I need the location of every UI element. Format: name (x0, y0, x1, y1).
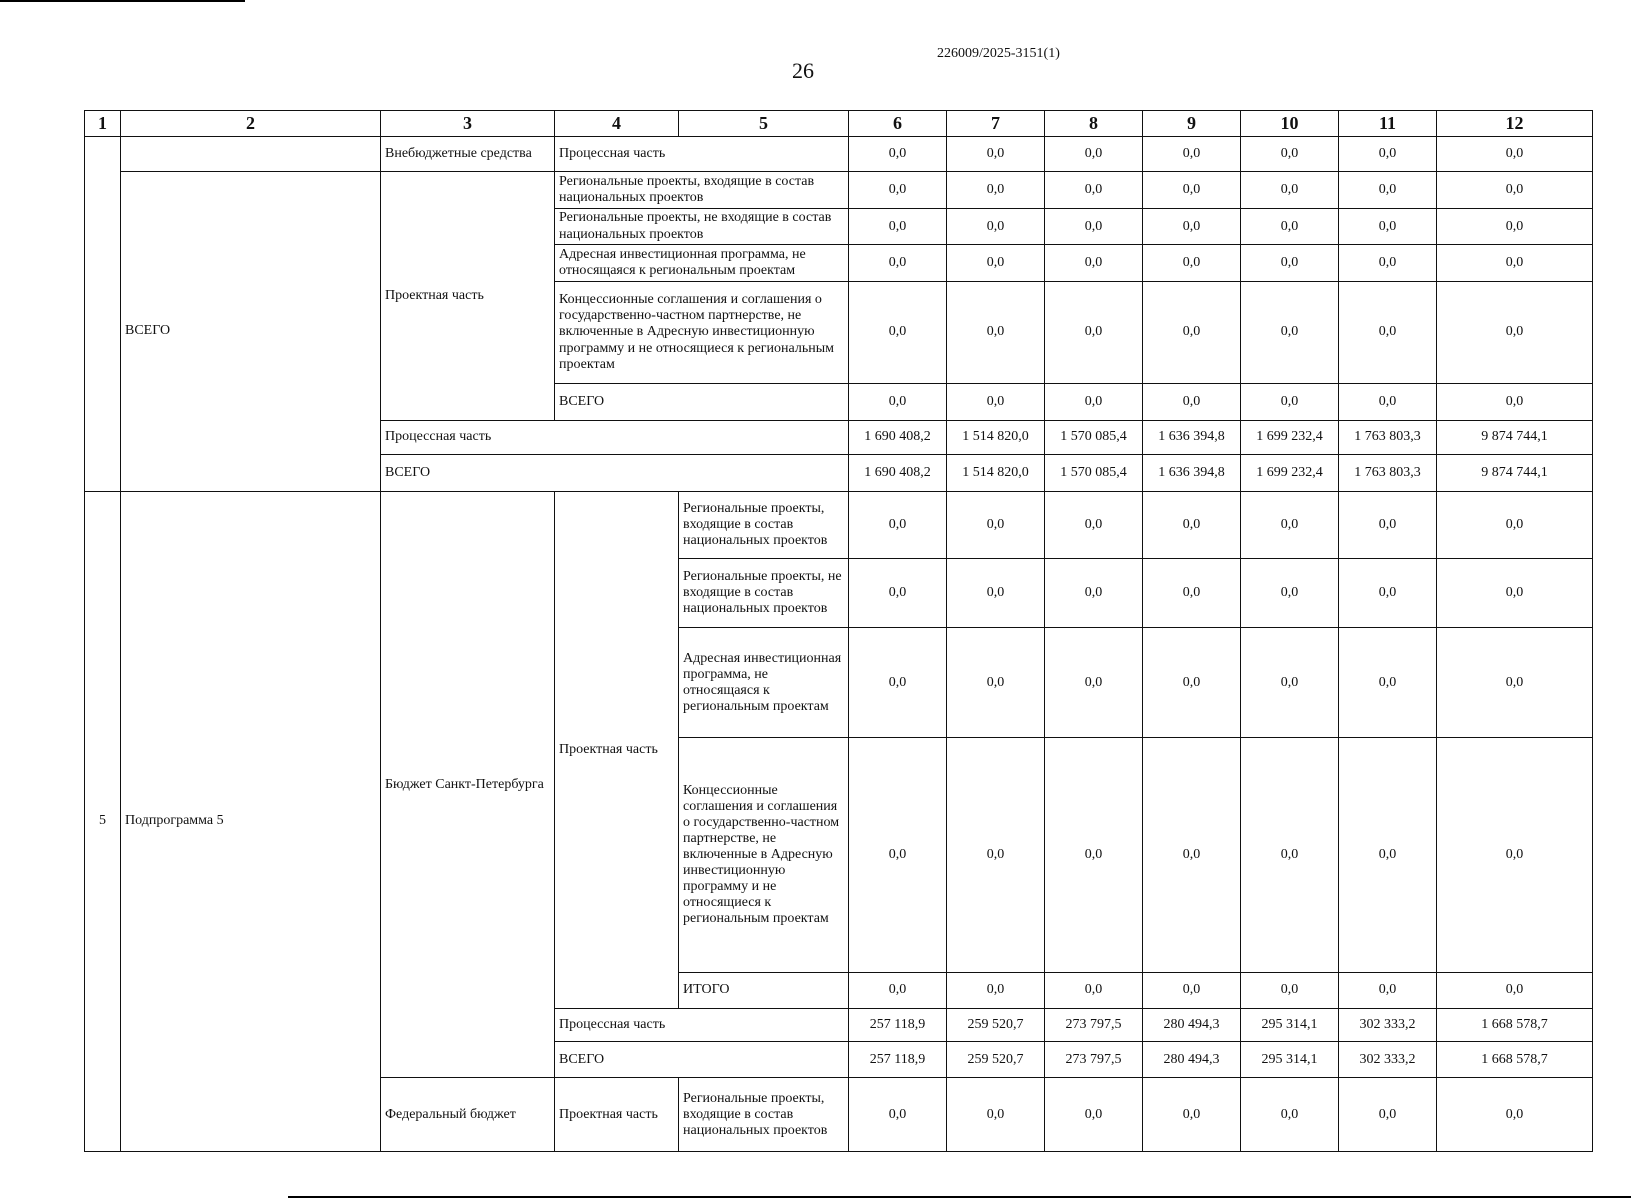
value-cell: 0,0 (947, 1078, 1045, 1152)
project-type-cell: Концессионные соглашения и соглашения о государственно-частном партнерстве, не включенные в Адресную инвестиционную программу и не относящиеся к региональным проектам (679, 738, 849, 972)
project-part-cell: Проектная часть (555, 491, 679, 1008)
value-cell: 0,0 (1437, 738, 1593, 972)
value-cell: 1 636 394,8 (1143, 420, 1241, 455)
value-cell: 1 699 232,4 (1241, 420, 1339, 455)
value-cell: 0,0 (1045, 559, 1143, 628)
project-type-cell: Региональные проекты, входящие в состав национальных проектов (555, 172, 849, 209)
value-cell: 0,0 (849, 738, 947, 972)
value-cell: 302 333,2 (1339, 1041, 1437, 1078)
value-cell: 280 494,3 (1143, 1041, 1241, 1078)
value-cell: 0,0 (947, 137, 1045, 172)
value-cell: 9 874 744,1 (1437, 420, 1593, 455)
header-row (85, 111, 1593, 137)
value-cell: 0,0 (849, 972, 947, 1009)
value-cell: 0,0 (1339, 245, 1437, 282)
col-header: 11 (1339, 111, 1437, 137)
value-cell: 0,0 (947, 172, 1045, 209)
value-cell: 0,0 (1045, 282, 1143, 384)
subprogram-cell: Подпрограмма 5 (121, 491, 381, 1151)
value-cell: 0,0 (1143, 282, 1241, 384)
table-row (85, 137, 1593, 172)
value-cell: 295 314,1 (1241, 1041, 1339, 1078)
empty-cell (121, 137, 381, 172)
value-cell: 0,0 (1241, 383, 1339, 420)
value-cell: 1 763 803,3 (1339, 420, 1437, 455)
value-cell: 0,0 (849, 245, 947, 282)
value-cell: 0,0 (947, 628, 1045, 738)
value-cell: 0,0 (1241, 491, 1339, 558)
value-cell: 0,0 (1241, 972, 1339, 1009)
value-cell: 0,0 (1437, 1078, 1593, 1152)
col-header: 7 (947, 111, 1045, 137)
value-cell: 0,0 (1045, 738, 1143, 972)
row-number-cell (85, 137, 121, 491)
value-cell: 0,0 (1143, 208, 1241, 245)
value-cell: 0,0 (1241, 1078, 1339, 1152)
value-cell: 0,0 (1437, 383, 1593, 420)
funding-source-cell: Бюджет Санкт-Петербурга (381, 491, 555, 1078)
process-part-cell: Процессная часть (555, 1009, 849, 1042)
value-cell: 0,0 (1339, 282, 1437, 384)
value-cell: 0,0 (1143, 972, 1241, 1009)
value-cell: 259 520,7 (947, 1009, 1045, 1042)
table-row (85, 491, 1593, 558)
total-row-label-cell: ВСЕГО (555, 1041, 849, 1078)
total-label-cell: ВСЕГО (121, 172, 381, 492)
col-header: 2 (121, 111, 381, 137)
document-id: 226009/2025-3151(1) (937, 46, 1060, 61)
value-cell: 0,0 (1143, 491, 1241, 558)
value-cell: 0,0 (1241, 282, 1339, 384)
value-cell: 1 690 408,2 (849, 420, 947, 455)
value-cell: 257 118,9 (849, 1009, 947, 1042)
col-header: 3 (381, 111, 555, 137)
value-cell: 0,0 (1045, 1078, 1143, 1152)
value-cell: 0,0 (947, 972, 1045, 1009)
project-type-cell: Региональные проекты, входящие в состав национальных проектов (679, 491, 849, 558)
value-cell: 0,0 (1437, 282, 1593, 384)
row-number-cell: 5 (85, 491, 121, 1151)
value-cell: 0,0 (1045, 491, 1143, 558)
value-cell: 1 570 085,4 (1045, 455, 1143, 492)
col-header: 6 (849, 111, 947, 137)
value-cell: 0,0 (1339, 972, 1437, 1009)
value-cell: 0,0 (1437, 559, 1593, 628)
value-cell: 1 514 820,0 (947, 455, 1045, 492)
value-cell: 0,0 (947, 491, 1045, 558)
col-header: 5 (679, 111, 849, 137)
value-cell: 0,0 (1241, 172, 1339, 209)
col-header: 9 (1143, 111, 1241, 137)
value-cell: 0,0 (1437, 245, 1593, 282)
value-cell: 0,0 (1045, 245, 1143, 282)
value-cell: 0,0 (849, 172, 947, 209)
col-header: 12 (1437, 111, 1593, 137)
project-part-cell: Проектная часть (555, 1078, 679, 1152)
value-cell: 280 494,3 (1143, 1009, 1241, 1042)
value-cell: 1 699 232,4 (1241, 455, 1339, 492)
value-cell: 0,0 (849, 383, 947, 420)
value-cell: 259 520,7 (947, 1041, 1045, 1078)
value-cell: 0,0 (1339, 559, 1437, 628)
funding-source-cell: Внебюджетные средства (381, 137, 555, 172)
project-part-cell: Проектная часть (381, 172, 555, 420)
value-cell: 0,0 (1143, 738, 1241, 972)
value-cell: 0,0 (849, 282, 947, 384)
project-type-cell: Региональные проекты, не входящие в состав национальных проектов (679, 559, 849, 628)
value-cell: 0,0 (849, 628, 947, 738)
value-cell: 0,0 (947, 282, 1045, 384)
subtotal-label-cell: ИТОГО (679, 972, 849, 1009)
value-cell: 0,0 (1045, 383, 1143, 420)
value-cell: 0,0 (1143, 137, 1241, 172)
value-cell: 0,0 (1143, 628, 1241, 738)
value-cell: 0,0 (1045, 172, 1143, 209)
value-cell: 0,0 (947, 245, 1045, 282)
col-header: 1 (85, 111, 121, 137)
value-cell: 0,0 (1045, 972, 1143, 1009)
col-header: 8 (1045, 111, 1143, 137)
value-cell: 0,0 (1143, 1078, 1241, 1152)
value-cell: 0,0 (1339, 383, 1437, 420)
value-cell: 0,0 (849, 491, 947, 558)
value-cell: 0,0 (1339, 137, 1437, 172)
project-type-cell: Адресная инвестиционная программа, не относящаяся к региональным проектам (679, 628, 849, 738)
value-cell: 0,0 (1437, 972, 1593, 1009)
value-cell: 0,0 (1045, 137, 1143, 172)
value-cell: 273 797,5 (1045, 1041, 1143, 1078)
value-cell: 0,0 (947, 738, 1045, 972)
value-cell: 0,0 (1045, 208, 1143, 245)
value-cell: 0,0 (1241, 245, 1339, 282)
scan-edge-line (288, 1196, 1631, 1198)
value-cell: 0,0 (1241, 738, 1339, 972)
page-number: 26 (792, 58, 814, 83)
value-cell: 295 314,1 (1241, 1009, 1339, 1042)
value-cell: 302 333,2 (1339, 1009, 1437, 1042)
value-cell: 0,0 (1437, 137, 1593, 172)
value-cell: 0,0 (849, 137, 947, 172)
project-type-cell: Адресная инвестиционная программа, не относящаяся к региональным проектам (555, 245, 849, 282)
project-type-cell: Региональные проекты, входящие в состав национальных проектов (679, 1078, 849, 1152)
process-part-cell: Процессная часть (381, 420, 849, 455)
value-cell: 1 763 803,3 (1339, 455, 1437, 492)
value-cell: 1 636 394,8 (1143, 455, 1241, 492)
value-cell: 257 118,9 (849, 1041, 947, 1078)
value-cell: 0,0 (947, 559, 1045, 628)
value-cell: 0,0 (1339, 738, 1437, 972)
budget-table (84, 110, 1593, 1152)
value-cell: 0,0 (1437, 628, 1593, 738)
value-cell: 1 668 578,7 (1437, 1041, 1593, 1078)
value-cell: 0,0 (1339, 628, 1437, 738)
value-cell: 0,0 (1143, 559, 1241, 628)
value-cell: 0,0 (1339, 491, 1437, 558)
value-cell: 0,0 (1437, 208, 1593, 245)
value-cell: 0,0 (1241, 208, 1339, 245)
value-cell: 9 874 744,1 (1437, 455, 1593, 492)
scan-edge-line (0, 0, 245, 2)
value-cell: 0,0 (947, 208, 1045, 245)
value-cell: 0,0 (1437, 172, 1593, 209)
col-header: 10 (1241, 111, 1339, 137)
subtotal-label-cell: ВСЕГО (555, 383, 849, 420)
value-cell: 1 514 820,0 (947, 420, 1045, 455)
col-header: 4 (555, 111, 679, 137)
project-type-cell: Концессионные соглашения и соглашения о государственно-частном партнерстве, не включенные в Адресную инвестиционную программу и не относящиеся к региональным проектам (555, 282, 849, 384)
part-cell: Процессная часть (555, 137, 849, 172)
value-cell: 0,0 (1339, 172, 1437, 209)
total-row-label-cell: ВСЕГО (381, 455, 849, 492)
value-cell: 1 690 408,2 (849, 455, 947, 492)
value-cell: 0,0 (849, 559, 947, 628)
value-cell: 273 797,5 (1045, 1009, 1143, 1042)
value-cell: 1 570 085,4 (1045, 420, 1143, 455)
value-cell: 0,0 (1339, 208, 1437, 245)
value-cell: 0,0 (1241, 137, 1339, 172)
value-cell: 0,0 (1143, 383, 1241, 420)
value-cell: 0,0 (849, 1078, 947, 1152)
value-cell: 1 668 578,7 (1437, 1009, 1593, 1042)
funding-source-cell: Федеральный бюджет (381, 1078, 555, 1152)
project-type-cell: Региональные проекты, не входящие в состав национальных проектов (555, 208, 849, 245)
value-cell: 0,0 (1241, 559, 1339, 628)
value-cell: 0,0 (849, 208, 947, 245)
value-cell: 0,0 (1143, 172, 1241, 209)
value-cell: 0,0 (1241, 628, 1339, 738)
value-cell: 0,0 (1143, 245, 1241, 282)
value-cell: 0,0 (1045, 628, 1143, 738)
value-cell: 0,0 (1437, 491, 1593, 558)
value-cell: 0,0 (947, 383, 1045, 420)
value-cell: 0,0 (1339, 1078, 1437, 1152)
table-row (85, 172, 1593, 209)
